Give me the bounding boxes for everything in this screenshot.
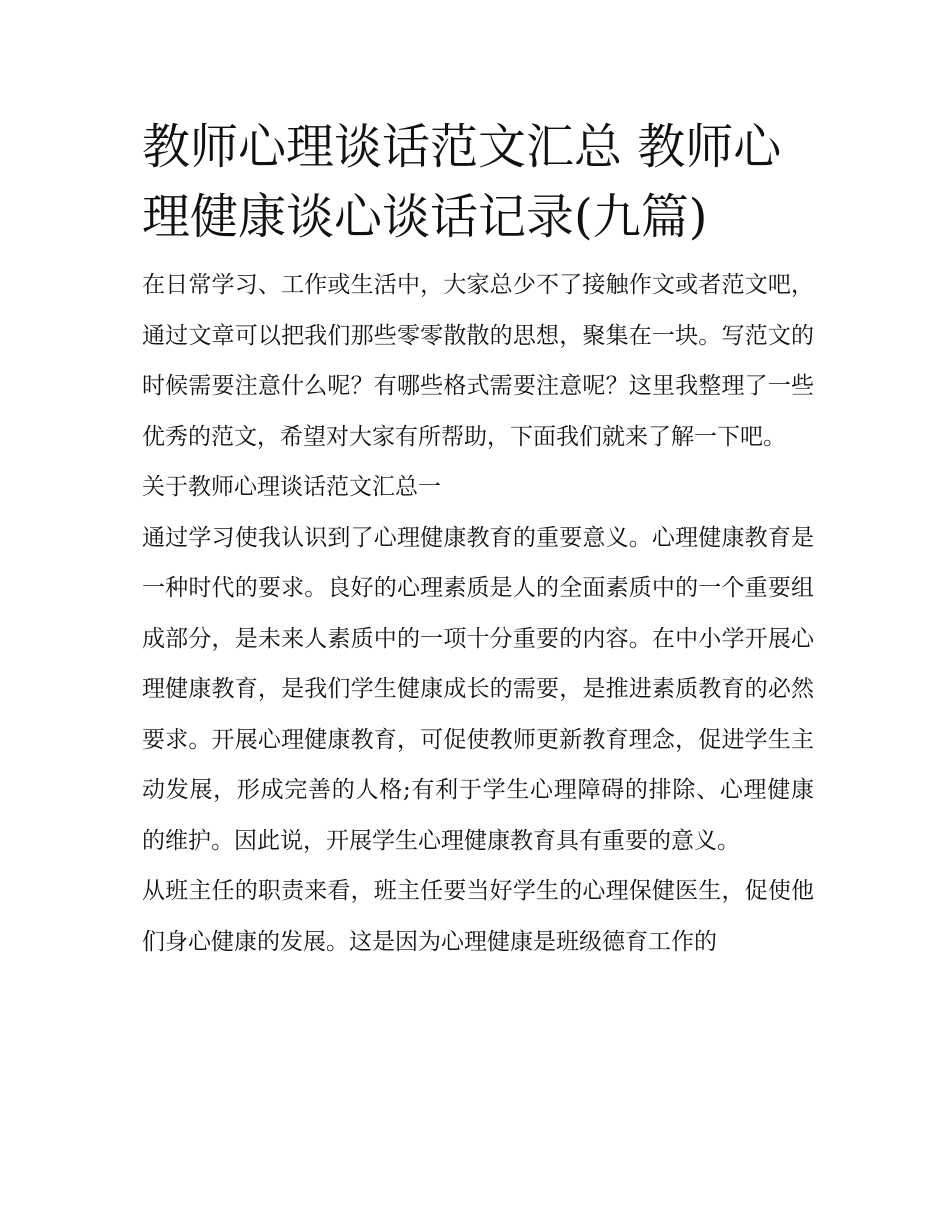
document-body (142, 112, 814, 967)
body-paragraph: 从班主任的职责来看，班主任要当好学生的心理保健医生，促使他们身心健康的发展。这是因为心理健康是班级德育工作的 (142, 878, 814, 955)
intro-paragraph: 在日常学习、工作或生活中，大家总少不了接触作文或者范文吧，通过文章可以把我们那些零零散散的思想，聚集在一块。写范文的时候需要注意什么呢？有哪些格式需要注意呢？这里我整理了一些优秀的范文，希望对大家有所帮助，下面我们就来了解一下吧。 (142, 272, 814, 450)
document-title: 教师心理谈话范文汇总 教师心理健康谈心谈话记录(九篇) (142, 119, 782, 245)
body-paragraph: 通过学习使我认识到了心理健康教育的重要意义。心理健康教育是一种时代的要求。良好的心理素质是人的全面素质中的一个重要组成部分，是未来人素质中的一项十分重要的内容。在中小学开展心理健康教育，是我们学生健康成长的需要，是推进素质教育的必然要求。开展心理健康教育，可促使教师更新教育理念，促进学生主动发展，形成完善的人格;有利于学生心理障碍的排除、心理健康的维护。因此说，开展学生心理健康教育具有重要的意义。 (142, 524, 814, 854)
section-heading: 关于教师心理谈话范文汇总一 (142, 474, 441, 500)
